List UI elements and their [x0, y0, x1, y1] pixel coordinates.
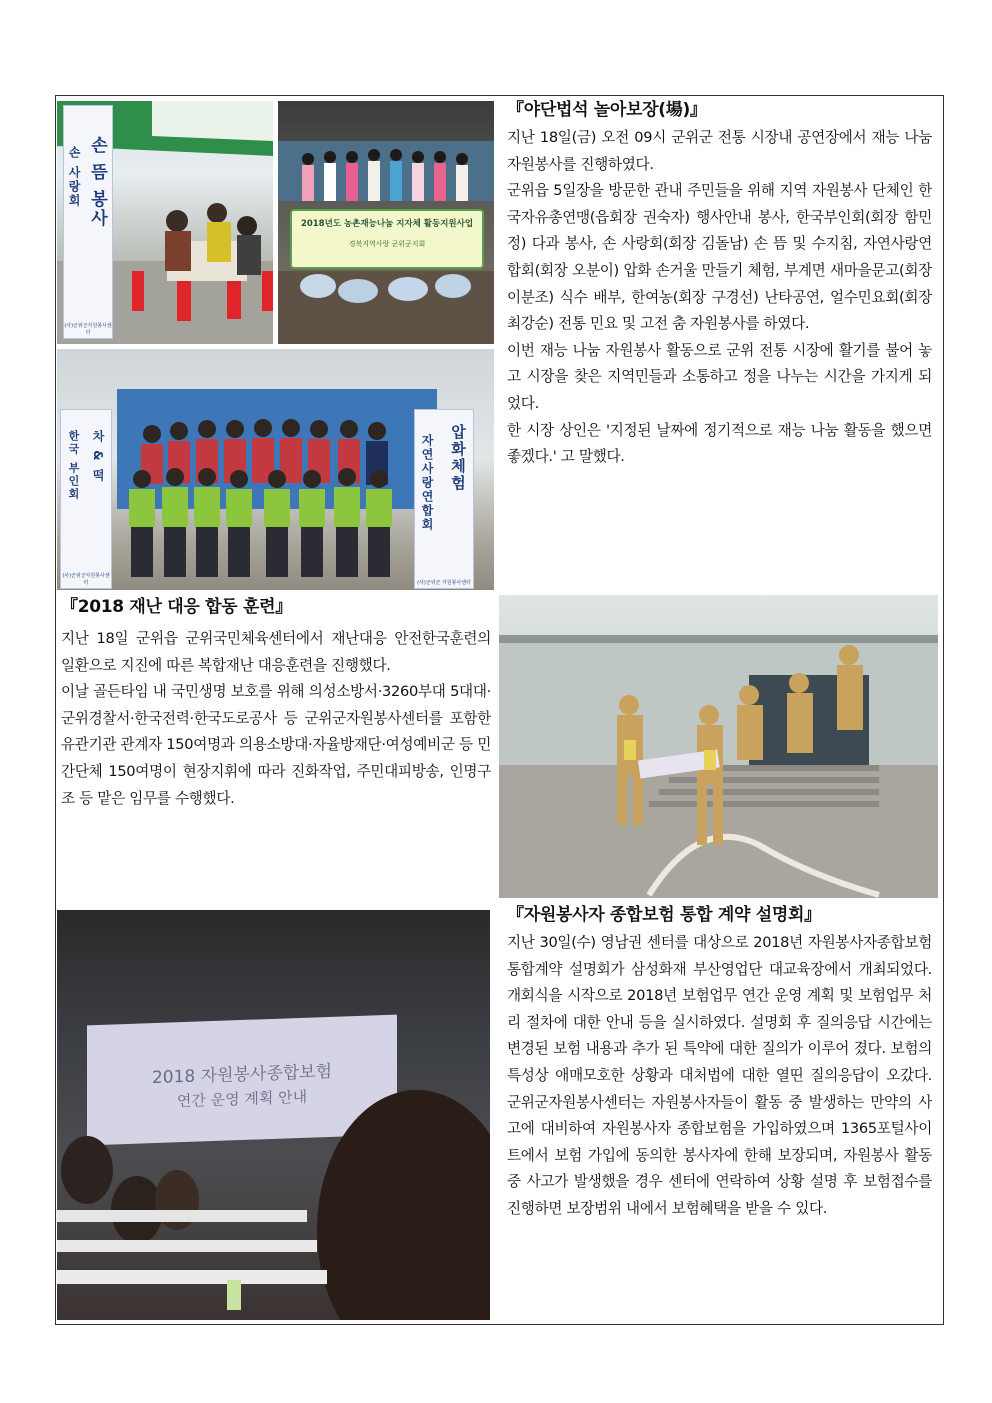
article-traditional-market	[507, 97, 932, 595]
sign-board-korean-womens-association	[60, 409, 112, 589]
slide-title-line1: 2018 자원봉사종합보험	[151, 1061, 333, 1089]
article1-paragraph: 지난 18일(금) 오전 09시 군위군 전통 시장내 공연장에서 재능 나눔 자원봉사를 진행하였다.	[507, 129, 932, 173]
article1-paragraph: 한 시장 상인은 '지정된 날짜에 정기적으로 재능 나눔 활동을 했으면 좋겠다.' 고 말했다.	[507, 421, 932, 466]
article3-title: 『자원봉사자 종합보험 통합 계약 설명회』	[507, 905, 821, 925]
article2-paragraph: 지난 18일 군위읍 군위국민체육센터에서 재난대응 안전한국훈련의 일환으로 지진에 따른 복합재난 대응훈련을 진행했다.	[61, 630, 491, 674]
photo-hand-moxibustion-booth	[57, 101, 273, 344]
sign-text-nature-love-federation: 자연사랑연합회	[420, 434, 434, 532]
sign-text-son-ddeum: 손 뜸 봉사	[87, 136, 107, 228]
article2-title: 『2018 재난 대응 합동 훈련』	[61, 597, 292, 617]
sign-board-left	[63, 105, 113, 339]
photo-volunteer-group	[57, 349, 494, 590]
sign-text-pressed-flower: 압화체험	[449, 424, 467, 492]
event-banner	[290, 209, 484, 269]
sign-footer-left: (사)군위군자원봉사센터	[62, 573, 110, 586]
sign-board-nature-love	[414, 409, 474, 589]
sign-footer-right: (사)군위군 자원봉사센터	[417, 580, 471, 586]
article-disaster-drill	[61, 594, 491, 904]
photo-stage-performance	[278, 101, 494, 344]
photo-insurance-seminar	[57, 910, 490, 1320]
article2-paragraph: 이날 골든타임 내 국민생명 보호를 위해 의성소방서·3260부대 5대대·군위경찰서·한국전력·한국도로공사 등 군위군자원봉사센터를 포함한 유관기관 관계자 150여명과 의용소방대·자율방재단·여성예비군 등 민간단체 150여명이 현장지휘에 따라 진화작업, 주민대피방송, 인명구조 등 맡은 임무를 수행했다.	[61, 683, 491, 807]
article1-paragraph: 군위읍 5일장을 방문한 관내 주민들을 위해 지역 자원봉사 단체인 한국자유총연맹(읍회장 권숙자) 행사안내 봉사, 한국부인회(회장 함민정) 다과 봉사, 손 사랑회(회장 김돌남) 손 뜸 및 수지침, 자연사랑연합회(회장 오분이) 압화 손거울 만들기 체험, 부계면 새마을문고(회장 이분조) 식수 배부, 한여농(회장 구경선) 난타공연, 얼수민요회(회장 최강순) 전통 민요 및 고전 춤 자원봉사를 하였다.	[507, 182, 932, 333]
sign-footer-text: (사)군위군자원봉사센터	[64, 323, 112, 336]
banner-subtitle: 경북지역사랑 군위군지회	[348, 240, 426, 248]
sign-text-korea-womens: 한국 부인회	[67, 430, 80, 501]
sign-text-tea-rice-cake: 차 & 떡	[91, 430, 105, 483]
article3-paragraph: 지난 30일(수) 영남권 센터를 대상으로 2018년 자원봉사자종합보험 통합계약 설명회가 삼성화재 부산영업단 대교육장에서 개최되었다. 개회식을 시작으로 2018년 보험업무 연간 운영 계획 및 보험업무 처리 절차에 대한 안내 등을 실시하였다. 설명회 후 질의응답 시간에는 변경된 보험 내용과 추가 된 특약에 대한 질의가 이루어 졌다. 보험의 특성상 애매모호한 상황과 대처법에 대한 열띤 질의응답이 오갔다. 군위군자원봉사센터는 자원봉사자들이 활동 중 발생하는 만약의 사고에 대비하여 자원봉사자 종합보험을 가입하였으며 1365포털사이트에서 보험 가입에 동의한 봉사자에 한해 보장되며, 자원봉사 활동 중 사고가 발생했을 경우 센터에 연락하여 상황 설명 후 보험접수를 진행하면 보장범위 내에서 보험혜택을 받을 수 있다.	[507, 934, 932, 1217]
article-insurance-briefing	[507, 902, 932, 1322]
article1-title: 『야단법석 놀아보장(場)』	[507, 100, 707, 120]
photo-firefighter-drill	[499, 595, 938, 898]
slide-title-line2: 연간 운영 계획 안내	[176, 1087, 308, 1111]
article1-paragraph: 이번 재능 나눔 자원봉사 활동으로 군위 전통 시장에 활기를 불어 놓고 시장을 찾은 지역민들과 소통하고 정을 나누는 시간을 가지게 되었다.	[507, 341, 932, 412]
banner-title: 2018년도 농촌재능나눔 지자체 활동지원사업	[300, 219, 474, 229]
sign-text-son-saranghoe: 손 사랑회	[67, 146, 81, 209]
